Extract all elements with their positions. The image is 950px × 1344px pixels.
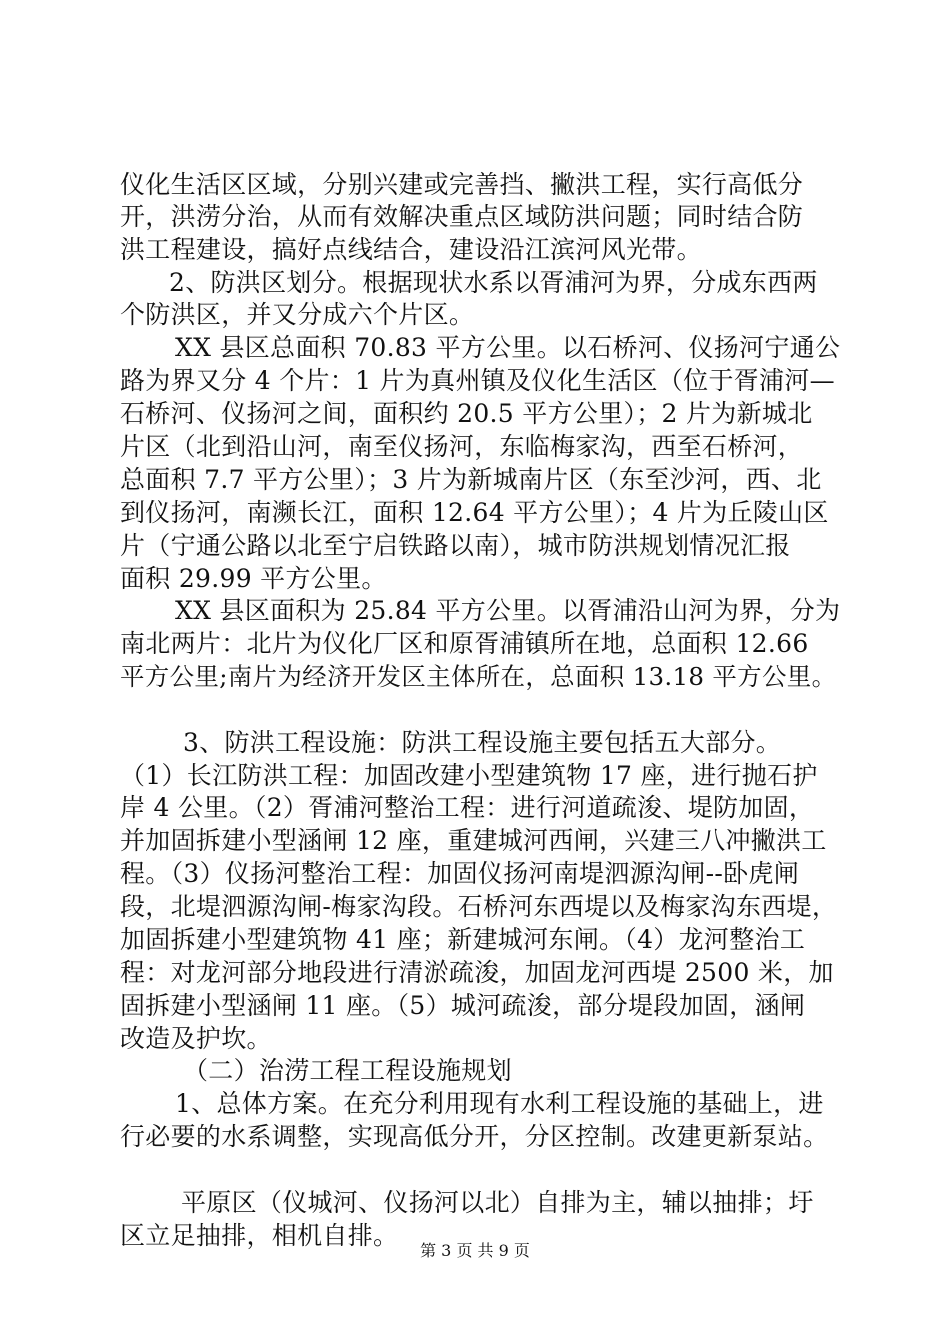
body-line-16: 平方公里;南片为经济开发区主体所在，总面积 13.18 平方公里。	[120, 662, 837, 691]
body-line-23: 加固拆建小型建筑物 41 座；新建城河东闸。（4）龙河整治工	[120, 925, 806, 954]
body-line-12: 片（宁通公路以北至宁启铁路以南），城市防洪规划情况汇报	[120, 531, 791, 560]
body-line-19: 岸 4 公里。（2）胥浦河整治工程：进行河道疏浚、堤防加固，	[120, 793, 815, 822]
body-line-21: 程。（3）仪扬河整治工程：加固仪扬河南堤泗源沟闸--卧虎闸	[120, 859, 800, 888]
body-line-5: 个防洪区，并又分成六个片区。	[120, 300, 475, 329]
body-line-10: 总面积 7.7 平方公里）；3 片为新城南片区（东至沙河，西、北	[120, 465, 822, 494]
body-line-11: 到仪扬河，南濒长江，面积 12.64 平方公里）；4 片为丘陵山区	[120, 498, 829, 527]
body-line-15: 南北两片：北片为仪化厂区和原胥浦镇所在地，总面积 12.66	[120, 629, 809, 658]
body-line-4: 2、防洪区划分。根据现状水系以胥浦河为界，分成东西两	[169, 268, 818, 297]
body-line-7: 路为界又分 4 个片：1 片为真州镇及仪化生活区（位于胥浦河—	[120, 366, 835, 395]
body-line-24: 程：对龙河部分地段进行清淤疏浚，加固龙河西堤 2500 米，加	[120, 958, 834, 987]
body-line-17: 3、防洪工程设施：防洪工程设施主要包括五大部分。	[183, 728, 782, 757]
body-line-14: XX 县区面积为 25.84 平方公里。以胥浦沿山河为界，分为	[175, 596, 841, 625]
body-line-6: XX 县区总面积 70.83 平方公里。以石桥河、仪扬河宁通公	[175, 333, 841, 362]
body-line-26: 改造及护坎。	[120, 1024, 272, 1053]
body-line-8: 石桥河、仪扬河之间，面积约 20.5 平方公里）；2 片为新城北	[120, 399, 813, 428]
body-line-22: 段，北堤泗源沟闸-梅家沟段。石桥河东西堤以及梅家沟东西堤，	[120, 892, 838, 921]
body-line-2: 开，洪涝分治，从而有效解决重点区域防洪问题；同时结合防	[120, 202, 804, 231]
section-heading: （二）治涝工程工程设施规划	[183, 1056, 512, 1085]
body-line-3: 洪工程建设，搞好点线结合，建设沿江滨河风光带。	[120, 235, 702, 264]
body-line-20: 并加固拆建小型涵闸 12 座，重建城河西闸，兴建三八冲撇洪工	[120, 826, 827, 855]
body-line-1: 仪化生活区区域，分别兴建或完善挡、撇洪工程，实行高低分	[120, 170, 804, 199]
body-line-13: 面积 29.99 平方公里。	[120, 564, 387, 593]
body-line-31: 区立足抽排，相机自排。	[120, 1221, 399, 1250]
body-line-25: 固拆建小型涵闸 11 座。（5）城河疏浚，部分堤段加固，涵闸	[120, 991, 806, 1020]
body-line-30: 平原区（仪城河、仪扬河以北）自排为主，辅以抽排；圩	[181, 1188, 814, 1217]
body-line-29: 行必要的水系调整，实现高低分开，分区控制。改建更新泵站。	[120, 1122, 829, 1151]
body-line-18: （1）长江防洪工程：加固改建小型建筑物 17 座，进行抛石护	[120, 761, 818, 790]
body-line-28: 1、总体方案。在充分利用现有水利工程设施的基础上，进	[175, 1089, 824, 1118]
body-line-9: 片区（北到沿山河，南至仪扬河，东临梅家沟，西至石桥河，	[120, 432, 804, 461]
page-footer: 第 3 页 共 9 页	[420, 1241, 530, 1260]
